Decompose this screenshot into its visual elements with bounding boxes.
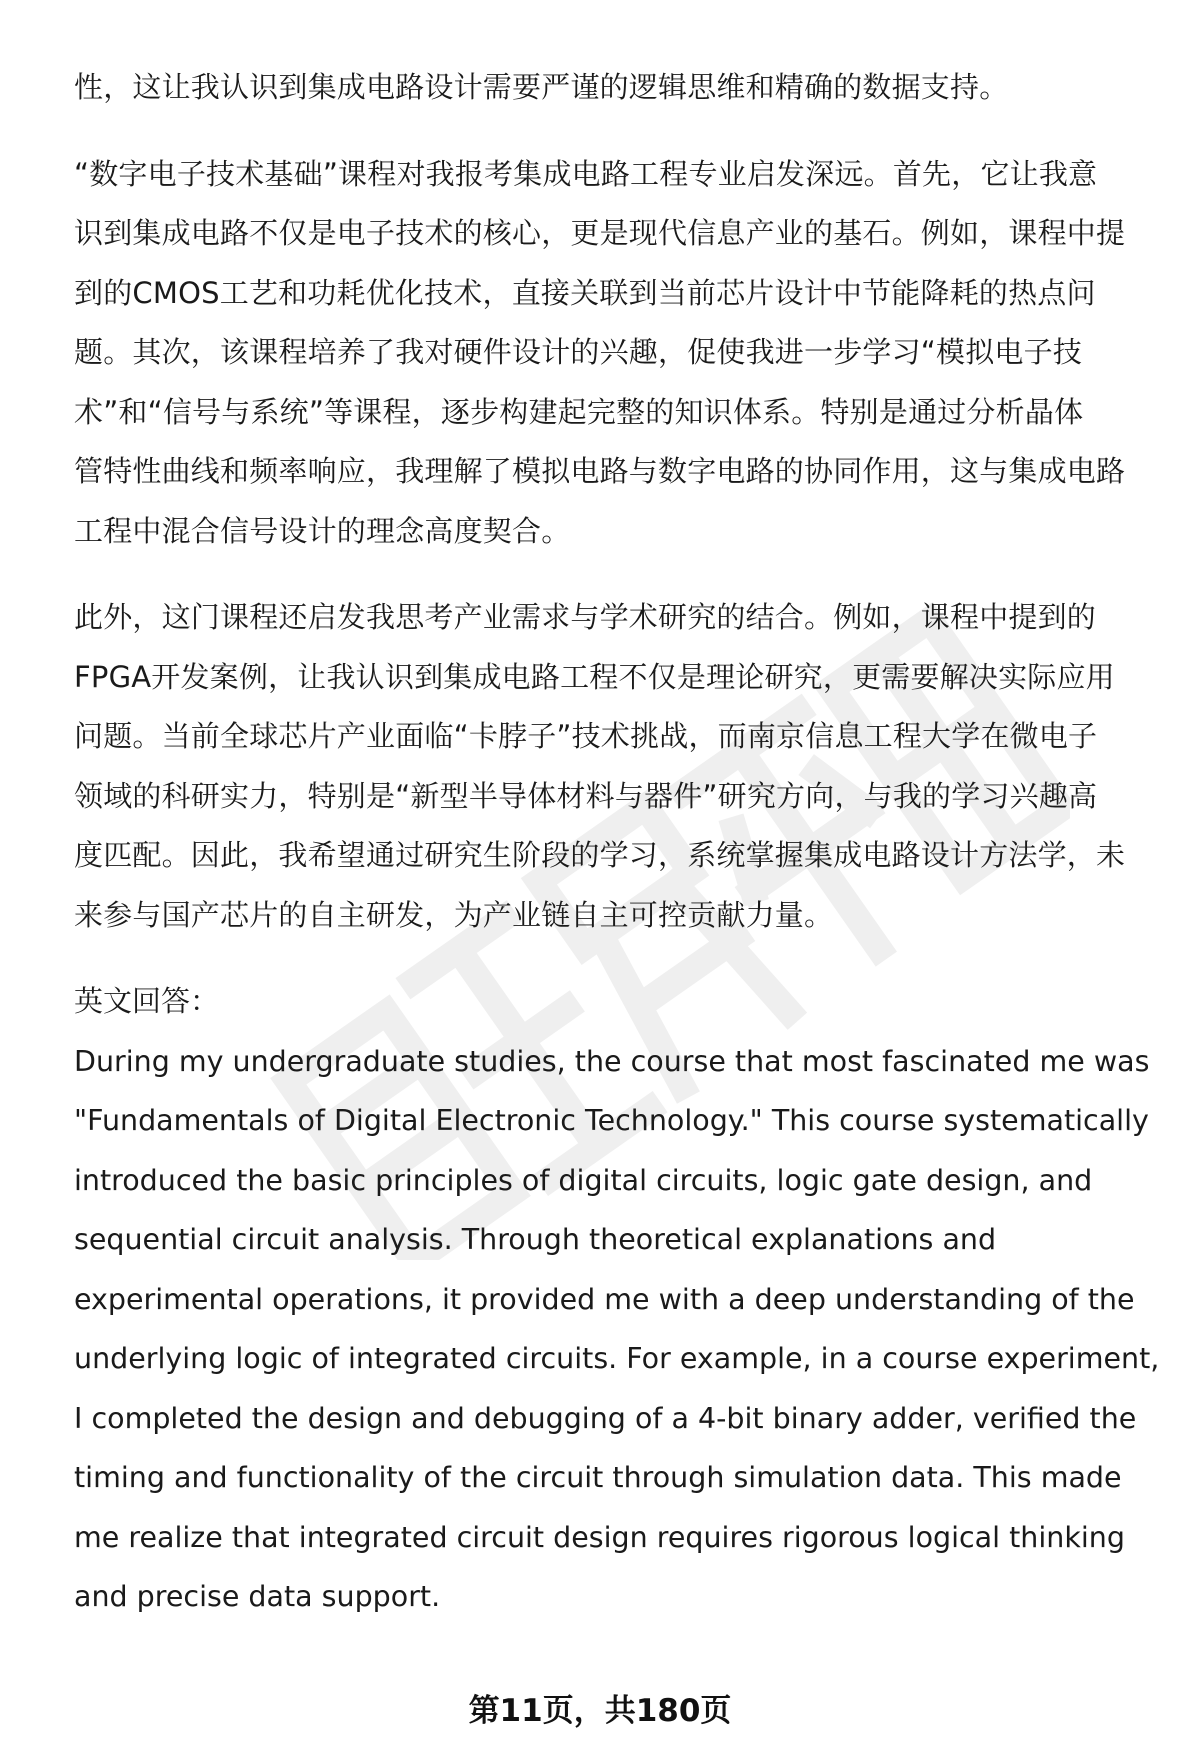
text-line: sequential circuit analysis. Through theoretical explanations and — [74, 1223, 997, 1256]
text-line: "Fundamentals of Digital Electronic Technology." This course systematically — [74, 1104, 1149, 1137]
english-paragraph — [74, 1032, 1160, 1627]
text-line: 度匹配。因此，我希望通过研究生阶段的学习，系统掌握集成电路设计方法学，未 — [74, 838, 1126, 872]
text-line: experimental operations, it provided me with a deep understanding of the — [74, 1282, 1135, 1316]
text-line: 题。其次，该课程培养了我对硬件设计的兴趣，促使我进一步学习“模拟电子技 — [74, 335, 1083, 369]
text-line: underlying logic of integrated circuits. For example, in a course experiment, — [74, 1342, 1160, 1375]
text-line: FPGA开发案例，让我认识到集成电路工程不仅是理论研究，更需要解决实际应用 — [74, 659, 1115, 694]
text-line: 术”和“信号与系统”等课程，逐步构建起完整的知识体系。特别是通过分析晶体 — [74, 394, 1084, 429]
text-line: 工程中混合信号设计的理念高度契合。 — [74, 513, 571, 548]
text-line: 此外，这门课程还启发我思考产业需求与学术研究的结合。例如，课程中提到的 — [74, 600, 1097, 634]
text-line: me realize that integrated circuit design requires rigorous logical thinking — [74, 1520, 1125, 1554]
text-line: and precise data support. — [74, 1580, 441, 1613]
english-answer-label: 英文回答： — [74, 984, 220, 1018]
text-line: 性，这让我认识到集成电路设计需要严谨的逻辑思维和精确的数据支持。 — [74, 70, 1009, 104]
text-line: I completed the design and debugging of a 4-bit binary adder, verified the — [74, 1401, 1137, 1435]
page-number-footer: 第11页，共180页 — [468, 1693, 732, 1729]
paragraph-2 — [74, 145, 1144, 562]
text-line: introduced the basic principles of digital circuits, logic gate design, and — [74, 1163, 1093, 1197]
text-line: 识到集成电路不仅是电子技术的核心，更是现代信息产业的基石。例如，课程中提 — [74, 216, 1126, 250]
text-line: “数字电子技术基础”课程对我报考集成电路工程专业启发深远。首先，它让我意 — [74, 156, 1098, 191]
paragraph-1 — [74, 58, 1144, 118]
text-line: timing and functionality of the circuit through simulation data. This made — [74, 1461, 1122, 1494]
text-line: 来参与国产芯片的自主研发，为产业链自主可控贡献力量。 — [74, 897, 834, 932]
text-line: 领域的科研实力，特别是“新型半导体材料与器件”研究方向，与我的学习兴趣高 — [74, 778, 1098, 813]
main-content — [74, 58, 1160, 1627]
paragraph-3 — [74, 588, 1144, 945]
text-line: 到的CMOS工艺和功耗优化技术，直接关联到当前芯片设计中节能降耗的热点问 — [74, 275, 1096, 310]
text-line: 管特性曲线和频率响应，我理解了模拟电路与数字电路的协同作用，这与集成电路 — [74, 454, 1126, 488]
text-line: During my undergraduate studies, the course that most fascinated me was — [74, 1044, 1150, 1078]
text-line: 问题。当前全球芯片产业面临“卡脖子”技术挑战，而南京信息工程大学在微电子 — [74, 719, 1098, 753]
